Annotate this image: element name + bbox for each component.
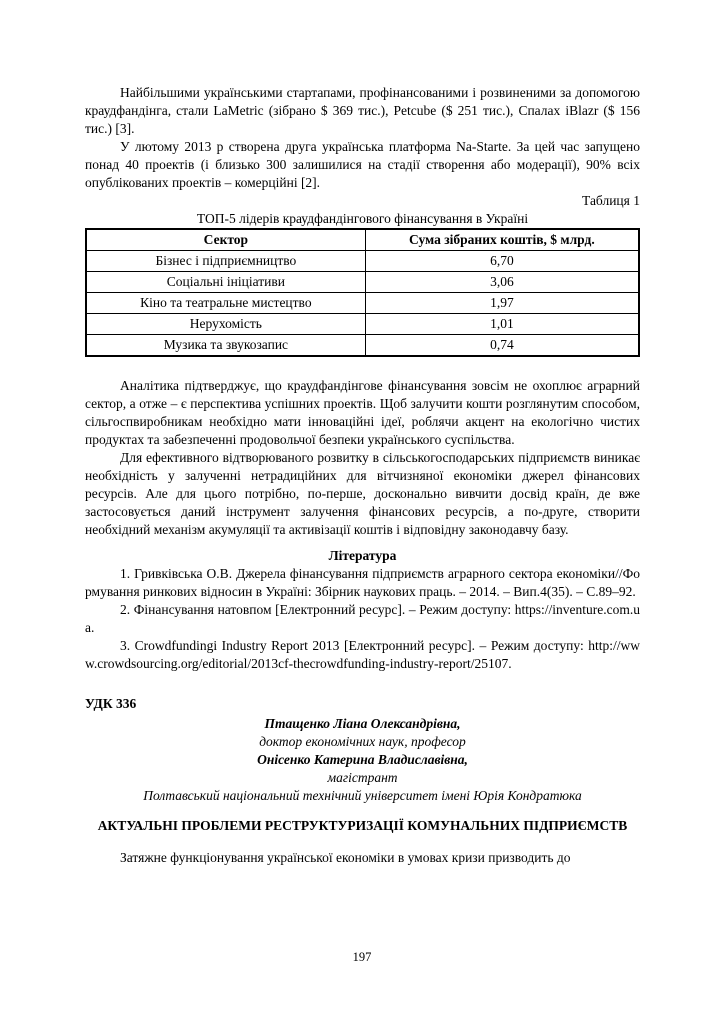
author-title: доктор економічних наук, професор [259, 734, 466, 749]
paragraph-analytics: Аналітика підтверджує, що краудфандінгове фінансування зовсім не охоплює аграрний сектор, а отже – є перспектива успішних проектів. Щоб залучити кошти розглянутим способом, сільгоспвиробникам необхідно мати інноваційні ідеї, роблячи акцент на екологічно чистих продуктах та забезпеченні продовольчої безпеки українського суспільства. [85, 378, 640, 447]
funding-table [85, 228, 640, 357]
authors-block [85, 715, 640, 805]
author-name: Птащенко Ліана Олександрівна, [264, 716, 461, 731]
page-number: 197 [352, 950, 372, 964]
table-header-row [86, 229, 639, 251]
paragraph-platform: У лютому 2013 р створена друга українська платформа Na-Starte. За цей час запущено понад 40 проектів (і близько 300 залишилися на стадії створення або модерації), 90% всіх опублікованих проектів – комерційні [2]. [85, 139, 640, 190]
literature-item: 1. Гривківська О.В. Джерела фінансування підприємств аграрного сектора економіки//Формування ринкових відносин в Україні: Збірник наукових праць. – 2014. – Вип.4(35). – С.89–92. [85, 566, 640, 599]
cell-amount: 6,70 [365, 251, 639, 272]
cell-amount: 1,97 [365, 293, 639, 314]
table-header-amount: Сума зібраних коштів, $ млрд. [365, 229, 639, 251]
paragraph-intro: Затяжне функціонування української економіки в умовах кризи призводить до [120, 850, 571, 865]
udk-code: УДК 336 [85, 696, 137, 711]
literature-heading: Література [328, 548, 397, 563]
cell-sector: Нерухомість [86, 314, 365, 335]
cell-sector: Соціальні ініціативи [86, 272, 365, 293]
paragraph-startups: Найбільшими українськими стартапами, профінансованими і розвиненими за допомогою краудфандінга, стали LaMetric (зібрано $ 369 тис.), Petcube ($ 251 тис.), Спалах iBlazr ($ 156 тис.) [3]. [85, 85, 640, 136]
author-name: Онісенко Катерина Владиславівна, [257, 752, 468, 767]
literature-item: 3. Crowdfundingi Industry Report 2013 [Електронний ресурс]. – Режим доступу: http://www.crowdsourcing.org/editorial/2013cf-thecrowdfunding-industry-report/25107. [85, 638, 640, 671]
cell-sector: Кіно та театральне мистецтво [86, 293, 365, 314]
table-row [86, 272, 639, 293]
table-row [86, 335, 639, 357]
table-row [86, 251, 639, 272]
paragraph-development: Для ефективного відтворюваного розвитку в сільськогосподарських підприємств виникає необхідність у залученні нетрадиційних для вітчизняної економіки джерел фінансових ресурсів. Але для цього потрібно, по-перше, досконально вивчити досвід країн, де вже застосовується даний інструмент залучення фінансових ресурсів, а по-друге, створити необхідний механізм акумуляції та активізації коштів і відповідну законодавчу базу. [85, 450, 640, 537]
literature-item: 2. Фінансування натовпом [Електронний ресурс]. – Режим доступу: https://inventure.com.ua. [85, 602, 640, 635]
article-title: АКТУАЛЬНІ ПРОБЛЕМИ РЕСТРУКТУРИЗАЦІЇ КОМУНАЛЬНИХ ПІДПРИЄМСТВ [97, 818, 628, 833]
table-header-sector: Сектор [86, 229, 365, 251]
affiliation: Полтавський національний технічний університет імені Юрія Кондратюка [143, 788, 582, 803]
author-title: магістрант [327, 770, 398, 785]
table-row [86, 314, 639, 335]
cell-sector: Музика та звукозапис [86, 335, 365, 357]
table-caption: Таблиця 1 [582, 193, 640, 208]
table-title: ТОП-5 лідерів краудфандінгового фінансування в Україні [196, 211, 529, 226]
cell-amount: 1,01 [365, 314, 639, 335]
cell-amount: 0,74 [365, 335, 639, 357]
cell-amount: 3,06 [365, 272, 639, 293]
cell-sector: Бізнес і підприємництво [86, 251, 365, 272]
table-row [86, 293, 639, 314]
